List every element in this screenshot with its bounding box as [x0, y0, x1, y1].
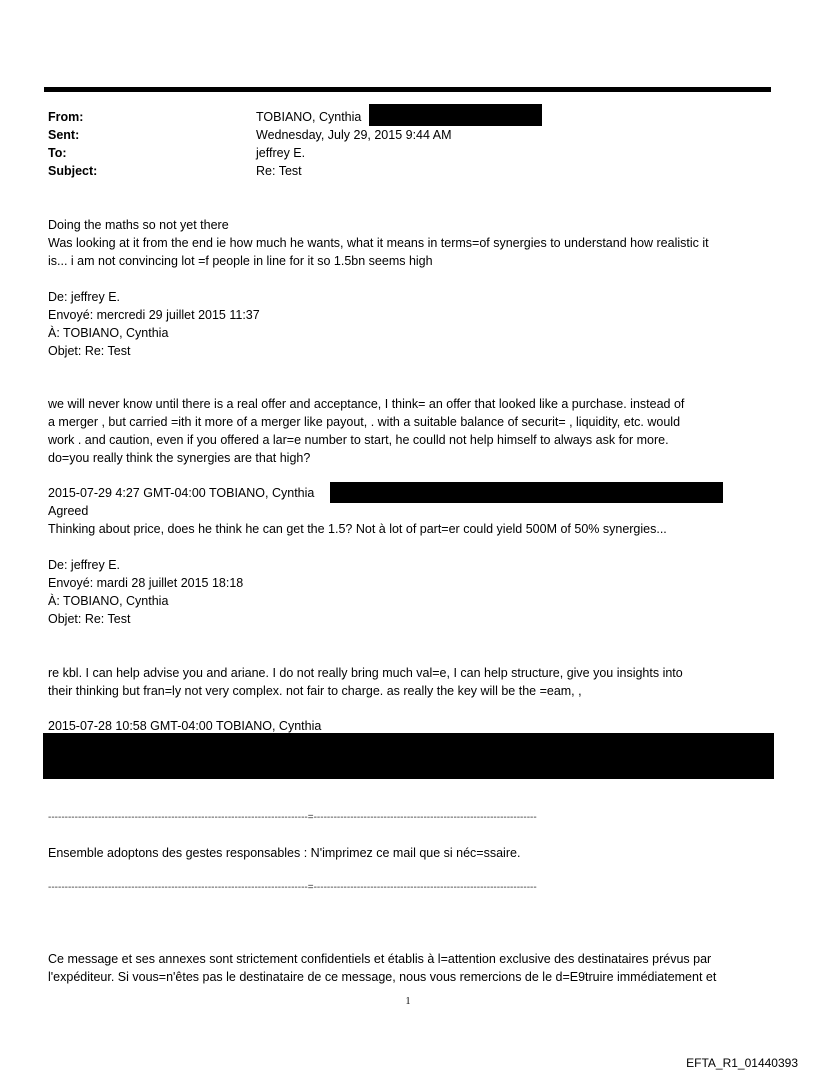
timestamp-line: 2015-07-28 10:58 GMT-04:00 TOBIANO, Cynthia: [48, 719, 322, 733]
sent-label: Sent:: [48, 128, 80, 142]
body-line: is... i am not convincing lot =f people in line for it so 1.5bn seems high: [48, 254, 433, 268]
body-line: Thinking about price, does he think he can get the 1.5? Not à lot of part=er could yield 500M of 50% synergies...: [48, 522, 667, 536]
document-id: EFTA_R1_01440393: [686, 1056, 798, 1070]
body-line: Was looking at it from the end ie how much he wants, what it means in terms=of synergies to understand how realistic it: [48, 236, 709, 250]
header-top-rule: [44, 87, 771, 92]
body-line: we will never know until there is a real offer and acceptance, I think= an offer that looked like a purchase. instead of: [48, 397, 685, 411]
to-label: To:: [48, 146, 67, 160]
print-notice: [48, 844, 778, 862]
from-value: TOBIANO, Cynthia: [256, 110, 362, 124]
from-label: From:: [48, 110, 84, 124]
confidentiality-notice: [48, 950, 778, 986]
body-line: Ce message et ses annexes sont strictement confidentiels et établis à l=attention exclusive des destinataires prévus par: [48, 952, 712, 966]
quoted-from: De: jeffrey E.: [48, 290, 121, 304]
timestamp-line: 2015-07-29 4:27 GMT-04:00 TOBIANO, Cynthia: [48, 486, 315, 500]
body-line: do=you really think the synergies are that high?: [48, 451, 311, 465]
message-paragraph-1: [48, 216, 778, 270]
body-line: re kbl. I can help advise you and ariane. I do not really bring much val=e, I can help structure, give you insights into: [48, 666, 683, 680]
body-line: l'expéditeur. Si vous=n'êtes pas le destinataire de ce message, nous vous remercions de le d=E9truire immédiatement et: [48, 970, 717, 984]
quoted-to: À: TOBIANO, Cynthia: [48, 326, 169, 340]
redaction-box: [369, 104, 542, 126]
quoted-sent: Envoyé: mercredi 29 juillet 2015 11:37: [48, 308, 260, 322]
dashed-separator: ------------------------------------------------------------------------------=-------------------------------------------------------------------: [48, 812, 537, 823]
body-line: Doing the maths so not yet there: [48, 218, 229, 232]
body-line: Agreed: [48, 504, 89, 518]
body-line: a merger , but carried =ith it more of a merger like payout, . with a suitable balance of securit= , liquidity, etc. would: [48, 415, 681, 429]
page-number: 1: [405, 996, 411, 1007]
subject-value: Re: Test: [256, 164, 302, 178]
quoted-sent: Envoyé: mardi 28 juillet 2015 18:18: [48, 576, 244, 590]
to-value: jeffrey E.: [256, 146, 306, 160]
quoted-header-2: [48, 556, 778, 628]
message-paragraph-4: [48, 664, 778, 700]
quoted-header-1: [48, 288, 778, 360]
quoted-to: À: TOBIANO, Cynthia: [48, 594, 169, 608]
subject-label: Subject:: [48, 164, 98, 178]
sent-value: Wednesday, July 29, 2015 9:44 AM: [256, 128, 452, 142]
quoted-subject: Objet: Re: Test: [48, 344, 131, 358]
notice-line: Ensemble adoptons des gestes responsables : N'imprimez ce mail que si néc=ssaire.: [48, 846, 521, 860]
body-line: their thinking but fran=ly not very complex. not fair to charge. as really the key will be the =eam, ,: [48, 684, 582, 698]
quoted-from: De: jeffrey E.: [48, 558, 121, 572]
redaction-box: [330, 482, 723, 503]
redaction-box: [43, 733, 774, 779]
quoted-subject: Objet: Re: Test: [48, 612, 131, 626]
body-line: work . and caution, even if you offered a lar=e number to start, he coulld not help himself to always ask for more.: [48, 433, 669, 447]
message-paragraph-3: [48, 502, 778, 538]
message-paragraph-2: [48, 395, 778, 467]
dashed-separator: ------------------------------------------------------------------------------=-------------------------------------------------------------------: [48, 882, 537, 893]
